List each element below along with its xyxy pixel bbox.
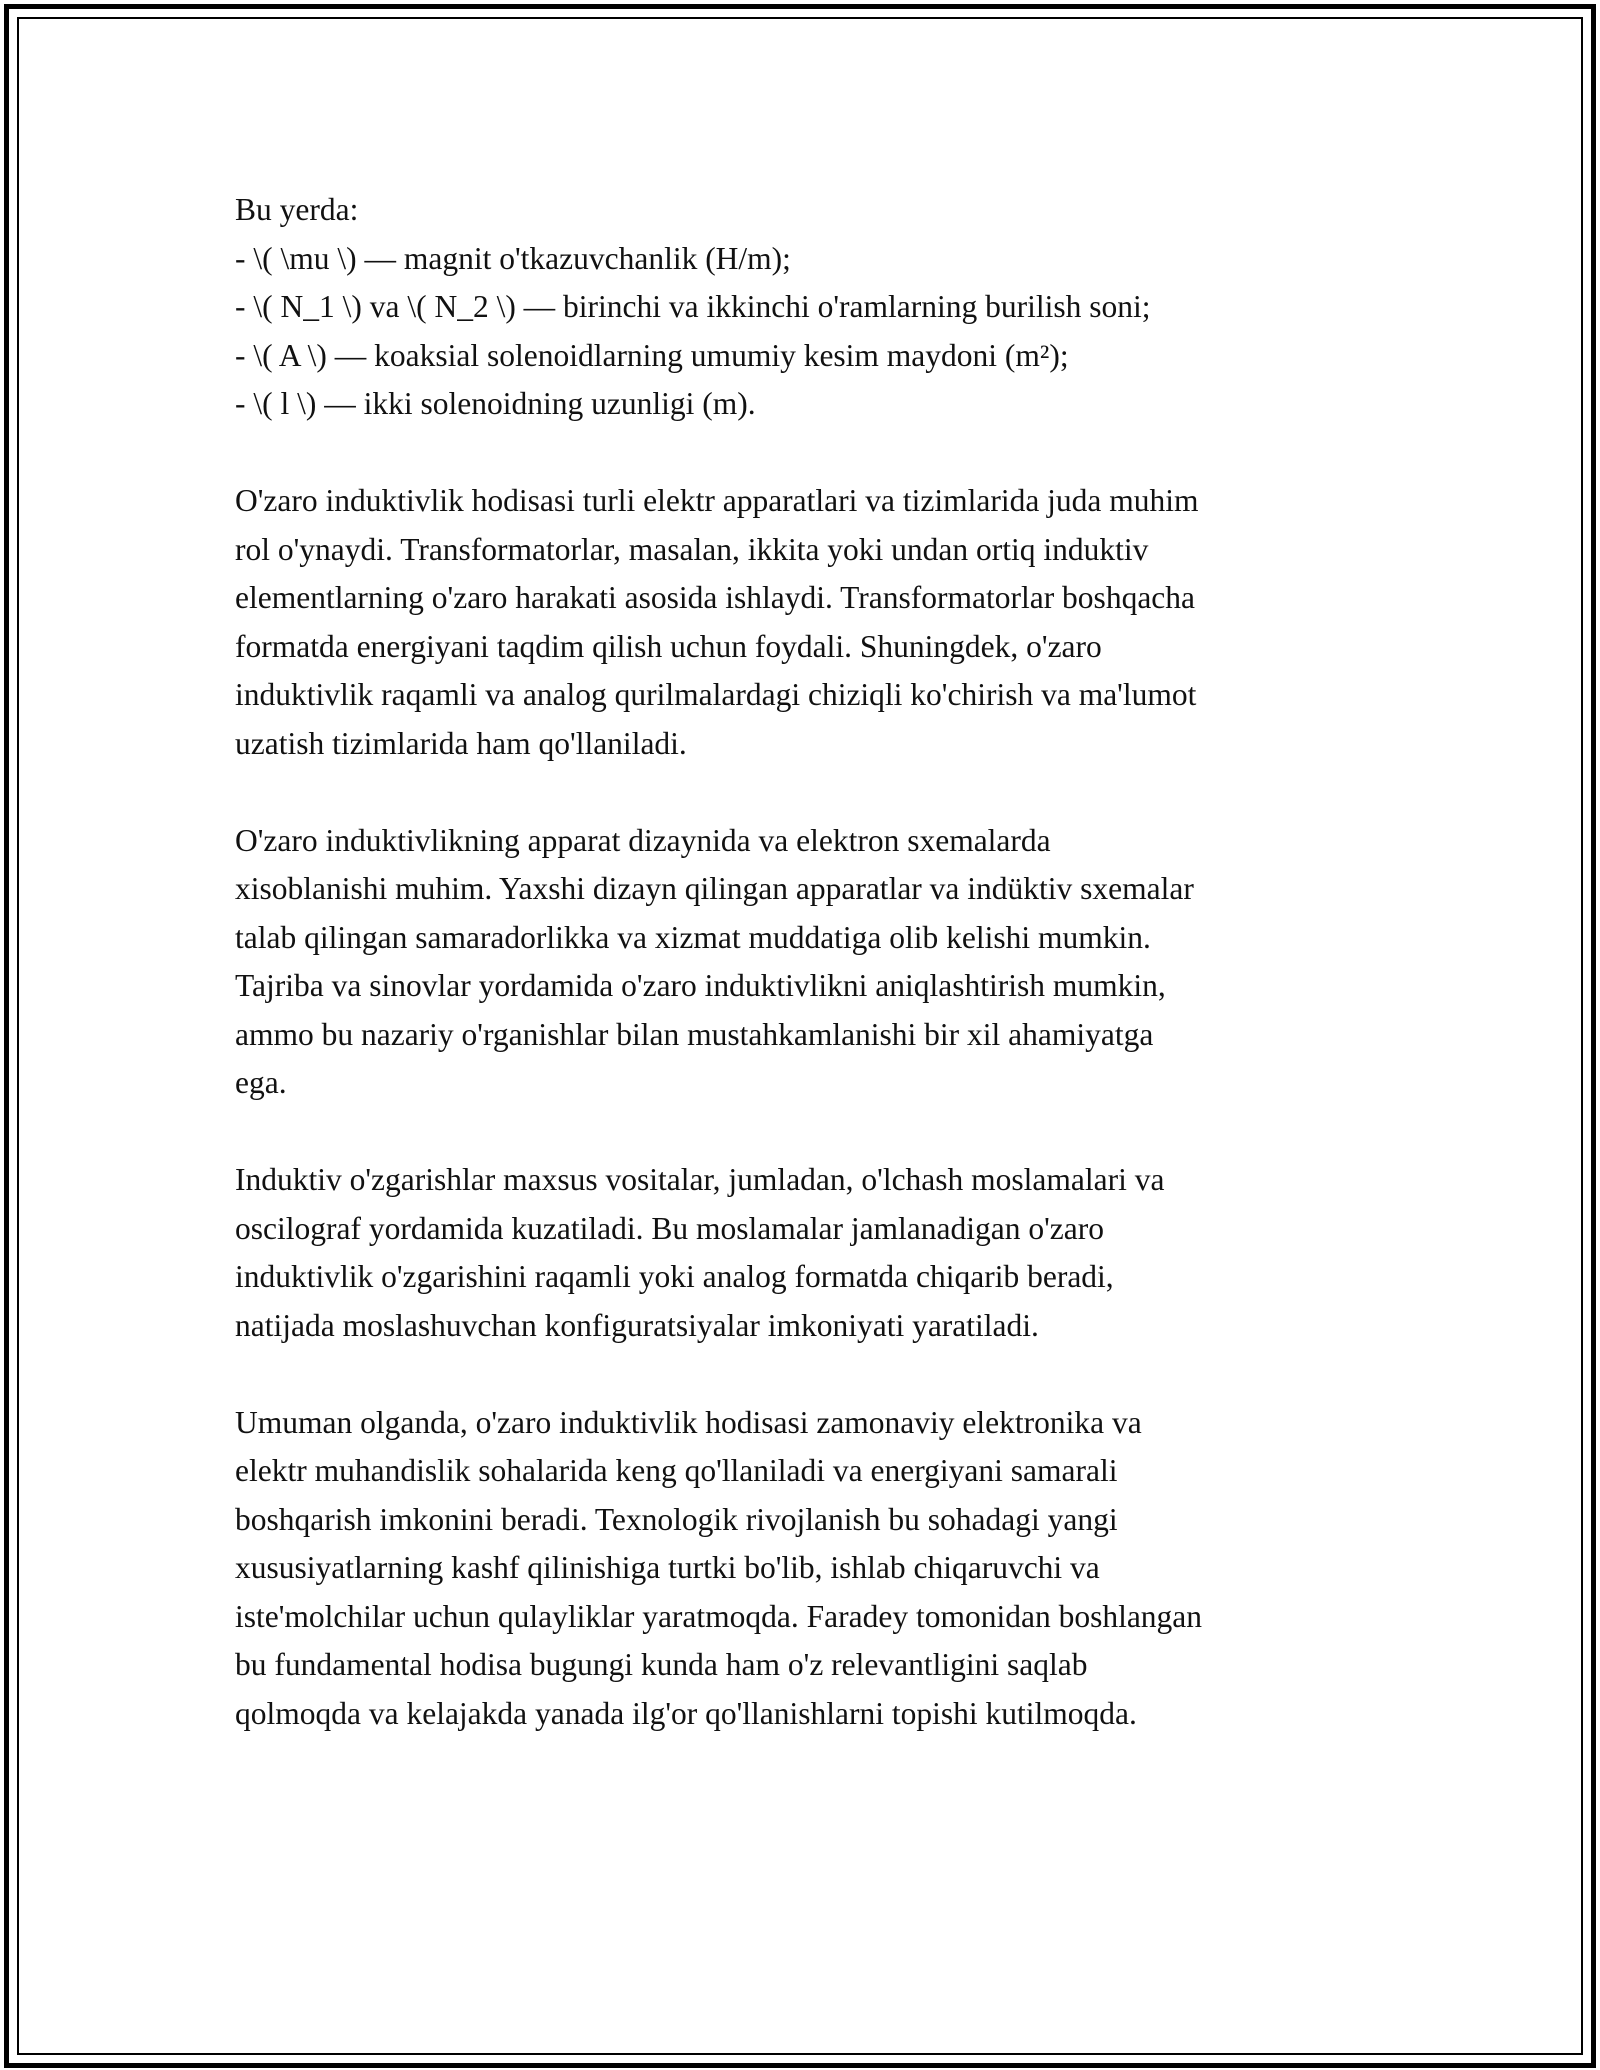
paragraph-line: rol o'ynaydi. Transformatorlar, masalan, ikkita yoki undan ortiq induktiv [235,531,1149,567]
paragraph-line: induktivlik raqamli va analog qurilmalardagi chiziqli ko'chirish va ma'lumot [235,677,1197,712]
paragraph-line: Induktiv o'zgarishlar maxsus vositalar, jumladan, o'lchash moslamalari va [235,1162,1165,1197]
paragraph-line: oscilograf yordamida kuzatiladi. Bu moslamalar jamlanadigan o'zaro [235,1210,1105,1246]
paragraph-4 [235,1399,1385,1739]
paragraph-line: qolmoqda va kelajakda yanada ilg'or qo'llanishlarni topishi kutilmoqda. [235,1695,1137,1731]
paragraph-line: O'zaro induktivlik hodisasi turli elektr apparatlari va tizimlarida juda muhim [235,483,1199,518]
paragraph-line: Tajriba va sinovlar yordamida o'zaro induktivlikni aniqlashtirish mumkin, [235,968,1166,1003]
paragraph-line: O'zaro induktivlikning apparat dizaynida va elektron sxemalarda [235,822,1051,858]
document-body [235,186,1385,1787]
definition-item-n: - \( N_1 \) va \( N_2 \) — birinchi va ikkinchi o'ramlarning burilish soni; [235,289,1151,324]
paragraph-line: elementlarning o'zaro harakati asosida ishlaydi. Transformatorlar boshqacha [235,580,1196,615]
paragraph-line: ammo bu nazariy o'rganishlar bilan mustahkamlanishi bir xil ahamiyatga [235,1016,1154,1052]
paragraph-line: xisoblanishi muhim. Yaxshi dizayn qilingan apparatlar va indüktiv sxemalar [235,871,1194,906]
paragraph-line: iste'molchilar uchun qulayliklar yaratmoqda. Faradey tomonidan boshlangan [235,1598,1203,1634]
paragraph-1 [235,477,1385,768]
paragraph-line: xususiyatlarning kashf qilinishiga turtki bo'lib, ishlab chiqaruvchi va [235,1550,1100,1585]
paragraph-line: boshqarish imkonini beradi. Texnologik rivojlanish bu sohadagi yangi [235,1501,1118,1537]
definition-item-l: - \( l \) — ikki solenoidning uzunligi (m). [235,386,756,421]
definition-item-mu: - \( \mu \) — magnit o'tkazuvchanlik (H/m); [235,240,791,276]
paragraph-line: uzatish tizimlarida ham qo'llaniladi. [235,725,687,761]
paragraph-line: natijada moslashuvchan konfiguratsiyalar imkoniyati yaratiladi. [235,1307,1039,1343]
paragraph-2 [235,817,1385,1108]
paragraph-line: ega. [235,1065,287,1100]
paragraph-line: talab qilingan samaradorlikka va xizmat muddatiga olib kelishi mumkin. [235,919,1151,955]
paragraph-line: formatda energiyani taqdim qilish uchun foydali. Shuningdek, o'zaro [235,628,1102,664]
paragraph-line: bu fundamental hodisa bugungi kunda ham o'z relevantligini saqlab [235,1647,1088,1682]
paragraph-line: elektr muhandislik sohalarida keng qo'llaniladi va energiyani samarali [235,1453,1118,1488]
paragraph-line: induktivlik o'zgarishini raqamli yoki analog formatda chiqarib beradi, [235,1259,1114,1294]
definitions-intro: Bu yerda: [235,192,359,227]
paragraph-3 [235,1156,1385,1350]
paragraph-line: Umuman olganda, o'zaro induktivlik hodisasi zamonaviy elektronika va [235,1404,1142,1440]
definition-item-a: - \( A \) — koaksial solenoidlarning umumiy kesim maydoni (m²); [235,337,1069,373]
definitions-block [235,186,1385,429]
